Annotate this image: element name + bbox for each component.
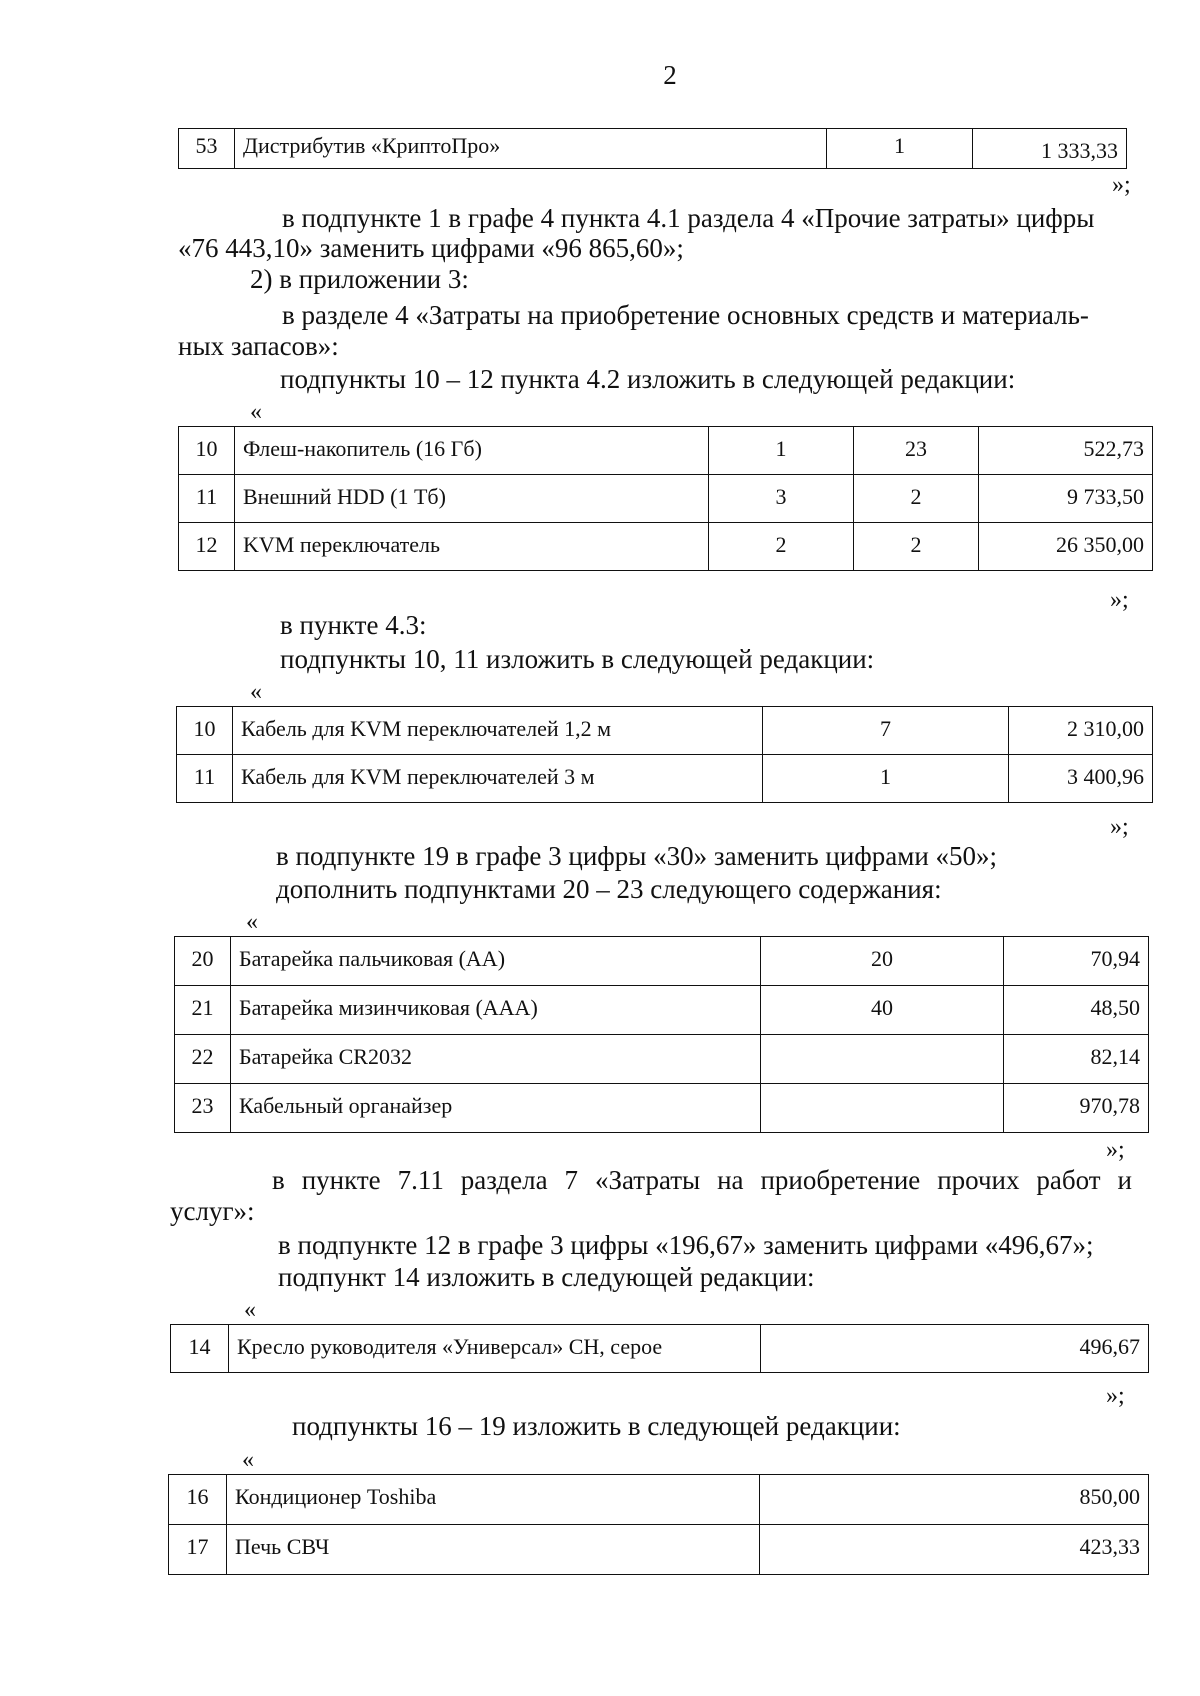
table-row xyxy=(169,1475,1149,1525)
row-number: 12 xyxy=(179,523,235,571)
row-number: 23 xyxy=(175,1084,231,1133)
opening-quote: « xyxy=(244,1297,256,1323)
row-name: Кабель для KVM переключателей 1,2 м xyxy=(233,707,763,755)
paragraph: подпункты 10, 11 изложить в следующей редакции: xyxy=(280,644,875,674)
table-row xyxy=(169,1525,1149,1575)
closing-quote: »; xyxy=(1110,814,1129,840)
row-col3: 2 xyxy=(709,523,854,571)
table-item-14 xyxy=(170,1324,1149,1373)
row-number: 11 xyxy=(179,475,235,523)
row-price: 3 400,96 xyxy=(1009,755,1153,803)
row-name: Батарейка пальчиковая (АА) xyxy=(231,937,761,986)
row-price: 423,33 xyxy=(760,1525,1149,1575)
table-items-16-19 xyxy=(168,1474,1149,1575)
row-number: 53 xyxy=(179,129,235,169)
row-number: 22 xyxy=(175,1035,231,1084)
table-row xyxy=(179,475,1153,523)
row-number: 10 xyxy=(179,427,235,475)
row-name: Флеш-накопитель (16 Гб) xyxy=(235,427,709,475)
row-col4: 2 xyxy=(854,523,979,571)
row-number: 11 xyxy=(177,755,233,803)
table-row xyxy=(175,937,1149,986)
opening-quote: « xyxy=(250,679,262,705)
table-row xyxy=(175,986,1149,1035)
row-price: 970,78 xyxy=(1004,1084,1149,1133)
row-quantity: 40 xyxy=(761,986,1004,1035)
row-number: 20 xyxy=(175,937,231,986)
table-row xyxy=(175,1035,1149,1084)
row-number: 10 xyxy=(177,707,233,755)
table-section-4-3 xyxy=(176,706,1153,803)
row-col5: 9 733,50 xyxy=(979,475,1153,523)
paragraph: «76 443,10» заменить цифрами «96 865,60»; xyxy=(178,233,684,263)
row-price: 48,50 xyxy=(1004,986,1149,1035)
row-col3: 3 xyxy=(709,475,854,523)
opening-quote: « xyxy=(242,1447,254,1473)
closing-quote: »; xyxy=(1106,1137,1125,1163)
table-row xyxy=(179,427,1153,475)
table-row xyxy=(179,129,1127,169)
paragraph: подпункт 14 изложить в следующей редакции: xyxy=(278,1262,815,1292)
table-batteries xyxy=(174,936,1149,1133)
row-name: Батарейка CR2032 xyxy=(231,1035,761,1084)
paragraph: в подпункте 19 в графе 3 цифры «30» заменить цифрами «50»; xyxy=(276,841,998,871)
row-col4: 2 xyxy=(854,475,979,523)
row-col5: 522,73 xyxy=(979,427,1153,475)
closing-quote: »; xyxy=(1112,172,1131,198)
row-quantity: 20 xyxy=(761,937,1004,986)
table-row xyxy=(171,1325,1149,1373)
paragraph: дополнить подпунктами 20 – 23 следующего содержания: xyxy=(276,874,942,904)
row-name: Внешний HDD (1 Тб) xyxy=(235,475,709,523)
row-name: Печь СВЧ xyxy=(227,1525,760,1575)
row-price: 70,94 xyxy=(1004,937,1149,986)
table-item-53 xyxy=(178,128,1127,169)
closing-quote: »; xyxy=(1106,1383,1125,1409)
paragraph: подпункты 10 – 12 пункта 4.2 изложить в следующей редакции: xyxy=(280,364,1016,394)
row-price: 850,00 xyxy=(760,1475,1149,1525)
table-row xyxy=(175,1084,1149,1133)
row-col3: 1 xyxy=(709,427,854,475)
paragraph: в пункте 7.11 раздела 7 «Затраты на приобретение прочих работ и xyxy=(272,1165,1132,1195)
table-row xyxy=(179,523,1153,571)
row-name: Кресло руководителя «Универсал» СН, серое xyxy=(229,1325,761,1373)
row-name: KVM переключатель xyxy=(235,523,709,571)
row-col5: 26 350,00 xyxy=(979,523,1153,571)
row-number: 17 xyxy=(169,1525,227,1575)
row-quantity: 7 xyxy=(763,707,1009,755)
paragraph: в пункте 4.3: xyxy=(280,610,427,640)
row-quantity xyxy=(761,1084,1004,1133)
row-name: Батарейка мизинчиковая (ААА) xyxy=(231,986,761,1035)
paragraph: подпункты 16 – 19 изложить в следующей редакции: xyxy=(292,1411,901,1441)
row-price: 2 310,00 xyxy=(1009,707,1153,755)
row-col4: 23 xyxy=(854,427,979,475)
paragraph: 2) в приложении 3: xyxy=(250,264,469,294)
row-number: 21 xyxy=(175,986,231,1035)
opening-quote: « xyxy=(246,909,258,935)
row-number: 14 xyxy=(171,1325,229,1373)
row-name: Кабельный органайзер xyxy=(231,1084,761,1133)
table-row xyxy=(177,707,1153,755)
row-quantity: 1 xyxy=(763,755,1009,803)
row-name: Кабель для KVM переключателей 3 м xyxy=(233,755,763,803)
table-section-4-2 xyxy=(178,426,1153,571)
row-number: 16 xyxy=(169,1475,227,1525)
table-row xyxy=(177,755,1153,803)
opening-quote: « xyxy=(250,399,262,425)
row-quantity: 1 xyxy=(827,129,973,169)
row-price: 82,14 xyxy=(1004,1035,1149,1084)
row-price: 1 333,33 xyxy=(973,129,1127,169)
paragraph: ных запасов»: xyxy=(178,331,339,361)
paragraph: в разделе 4 «Затраты на приобретение основных средств и материаль- xyxy=(282,300,1089,330)
row-quantity xyxy=(761,1035,1004,1084)
paragraph: услуг»: xyxy=(170,1196,255,1226)
row-name: Дистрибутив «КриптоПро» xyxy=(235,129,827,169)
paragraph: в подпункте 12 в графе 3 цифры «196,67» заменить цифрами «496,67»; xyxy=(278,1230,1094,1260)
row-price: 496,67 xyxy=(761,1325,1149,1373)
row-name: Кондиционер Toshiba xyxy=(227,1475,760,1525)
page-number: 2 xyxy=(663,60,677,90)
paragraph: в подпункте 1 в графе 4 пункта 4.1 раздела 4 «Прочие затраты» цифры xyxy=(282,203,1095,233)
closing-quote: »; xyxy=(1110,587,1129,613)
